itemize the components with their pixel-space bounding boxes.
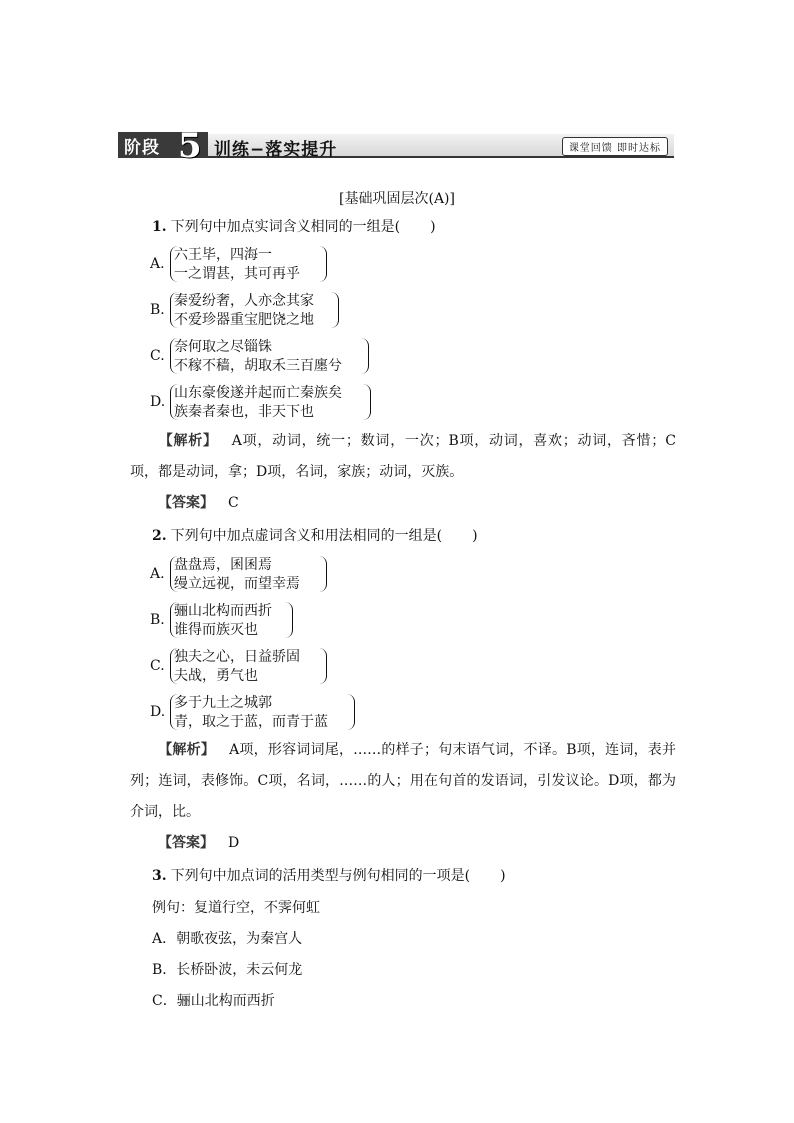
option-line-1: 多于九土之城郭 <box>174 695 272 711</box>
right-brace <box>362 384 371 420</box>
option-line-1: 盘盘焉，囷囷焉 <box>174 557 272 573</box>
option-line-1: 独夫之心，日益骄固 <box>174 649 300 665</box>
option-line-2: 族秦者秦也，非天下也 <box>174 404 314 420</box>
q1-answer <box>130 488 676 519</box>
question-number: 3. <box>152 868 167 884</box>
option-line-1: 奈何取之尽锱铢 <box>174 339 272 355</box>
question-number: 2. <box>152 528 167 544</box>
analysis-label: 【解析】 <box>158 433 218 449</box>
option-letter: B. <box>150 612 165 628</box>
question-2 <box>152 525 478 545</box>
right-brace <box>318 246 327 282</box>
question-stem: 下列句中加点词的活用类型与例句相同的一项是( <box>170 868 471 884</box>
answer-label: 【答案】 <box>158 495 214 511</box>
question-stem: 下列句中加点虚词含义和用法相同的一组是( <box>170 528 443 544</box>
analysis-label: 【解析】 <box>158 742 216 758</box>
header-banner <box>118 126 674 166</box>
option-line-2: 一之谓甚，其可再乎 <box>174 266 300 282</box>
q3-option-c: C．骊山北构而西折 <box>152 993 275 1009</box>
option-letter: C. <box>150 658 165 674</box>
option-line-1: 六王毕，四海一 <box>174 247 272 263</box>
option-letter: D. <box>150 394 166 410</box>
paren-close: ) <box>472 528 478 544</box>
question-1 <box>152 216 436 236</box>
question-stem: 下列句中加点实词含义相同的一组是( <box>170 219 401 235</box>
banner-title: 训练−落实提升 <box>214 140 338 160</box>
right-brace <box>318 648 327 684</box>
paren-close: ) <box>430 219 436 235</box>
option-line-1: 山东豪俊遂并起而亡秦族矣 <box>174 385 342 401</box>
option-line-2: 青，取之于蓝，而青于蓝 <box>174 714 328 730</box>
q2-analysis <box>130 735 676 828</box>
q3-example: 例句：复道行空，不霁何虹 <box>152 900 320 916</box>
q1-analysis <box>130 426 676 488</box>
q3-option-b: B．长桥卧波，未云何龙 <box>152 962 303 978</box>
right-brace <box>330 292 339 328</box>
right-brace <box>360 338 369 374</box>
option-line-2: 谁得而族灭也 <box>174 622 258 638</box>
analysis-text: A项，动词，统一；数词，一次；B项，动词，喜欢；动词，吝惜；C项，都是动词，拿；D项，名词，家族；动词，灭族。 <box>130 433 677 480</box>
option-letter: D. <box>150 704 166 720</box>
option-letter: C. <box>150 348 165 364</box>
answer-text: D <box>228 835 240 851</box>
paren-close: ) <box>500 868 506 884</box>
stage-text: 阶段 <box>124 137 160 158</box>
right-brace <box>284 602 293 638</box>
answer-label: 【答案】 <box>158 835 214 851</box>
option-line-2: 不爱珍器重宝肥饶之地 <box>174 312 314 328</box>
question-3 <box>152 865 506 885</box>
option-letter: B. <box>150 302 165 318</box>
answer-text: C <box>228 495 239 511</box>
option-line-2: 不稼不穑，胡取禾三百廛兮 <box>174 358 342 374</box>
banner-tag: 课堂回馈 即时达标 <box>562 137 668 156</box>
option-letter: A. <box>150 256 165 272</box>
option-line-1: 骊山北构而西折 <box>174 603 272 619</box>
option-line-2: 夫战，勇气也 <box>174 668 258 684</box>
right-brace <box>346 694 355 730</box>
analysis-text: A项，形容词词尾，……的样子；句末语气词，不译。B项，连词，表并列；连词，表修饰。C项，名词，……的人；用在句首的发语词，引发议论。D项，都为介词，比。 <box>130 742 676 820</box>
section-title: [基础巩固层次(A)] <box>339 191 455 207</box>
question-number: 1. <box>152 219 167 235</box>
option-line-2: 缦立远视，而望幸焉 <box>174 576 300 592</box>
option-letter: A. <box>150 566 165 582</box>
option-line-1: 秦爱纷奢，人亦念其家 <box>174 293 314 309</box>
stage-number: 5 <box>178 126 202 166</box>
q2-answer <box>130 828 676 859</box>
right-brace <box>318 556 327 592</box>
q3-option-a: A．朝歌夜弦，为秦宫人 <box>152 931 303 947</box>
